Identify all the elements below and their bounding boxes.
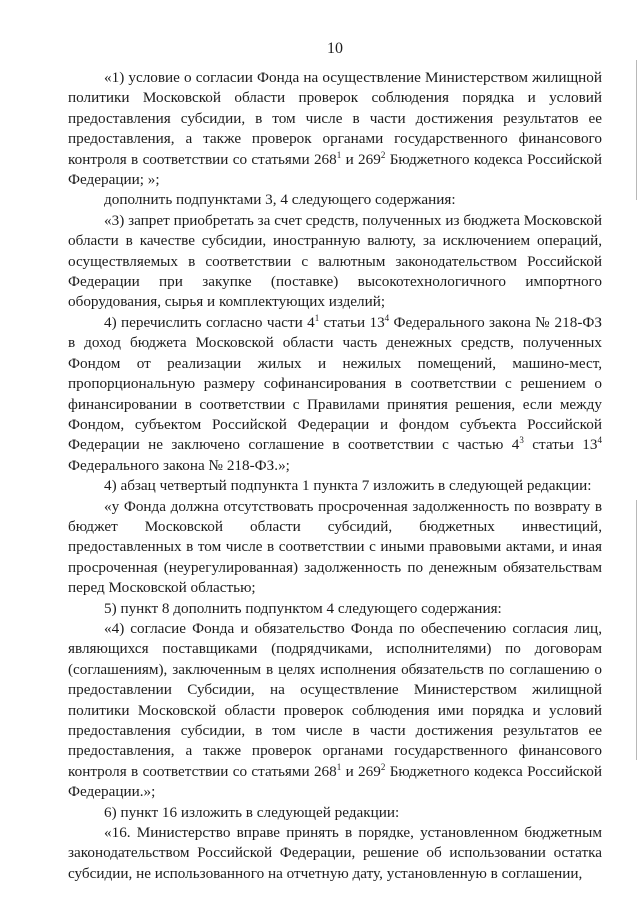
superscript: 4 <box>597 435 602 446</box>
text-run: 4) перечислить согласно части 4 <box>104 313 315 331</box>
superscript: 2 <box>380 149 386 160</box>
document-body <box>68 68 602 884</box>
text-run: 6) пункт 16 изложить в следующей редакции: <box>104 803 400 821</box>
text-run: 5) пункт 8 дополнить подпунктом 4 следующего содержания: <box>104 599 502 617</box>
paragraph <box>68 211 602 313</box>
paragraph <box>68 803 602 823</box>
superscript: 2 <box>380 761 386 772</box>
text-run: «3) запрет приобретать за счет средств, полученных из бюджета Московской области в качестве субсидии, иностранную валюту, за исключением операций, осуществляемых в соответствии с валютным законодательством Российской Федерации при закупке (поставке) высокотехнологичного импортного оборудования, сырья и комплектующих изделий; <box>68 211 602 311</box>
text-run: Бюджетного кодекса Российской Федерации.»; <box>68 762 602 801</box>
text-run: статьи 13 <box>523 436 598 454</box>
text-run: дополнить подпунктами 3, 4 следующего содержания: <box>104 191 456 209</box>
paragraph <box>68 68 602 190</box>
paragraph <box>68 313 602 476</box>
scan-edge-mark <box>636 60 637 200</box>
paragraph <box>68 599 602 619</box>
scan-edge-mark <box>636 500 637 760</box>
text-run: «1) условие о согласии Фонда на осуществление Министерством жилищной политики Московской области проверок соблюдения порядка и условий предоставления субсидии, в том числе в части достижения результатов ее предоставления, а также проверок органами государственного финансового контроля в соответствии со статьями 268 <box>68 69 602 168</box>
superscript: 1 <box>336 761 342 772</box>
superscript: 1 <box>314 312 320 323</box>
paragraph <box>68 823 602 884</box>
superscript: 4 <box>384 312 390 323</box>
text-run: «4) согласие Фонда и обязательство Фонда по обеспечению согласия лиц, являющихся поставщиками (подрядчиками, исполнителями) по договорам (соглашениям), заключенным в целях исполнения обязательств по соглашению о предоставлении Субсидии, на осуществление Министерством жилищной политики Московской области проверок соблюдения ими порядка и условий предоставления субсидии, в том числе в части достижения результатов ее предоставления, а также проверок органами государственного финансового контроля в соответствии со статьями 268 <box>68 619 602 780</box>
text-run: Бюджетного кодекса Российской Федерации; »; <box>68 150 602 189</box>
text-run: Федерального закона № 218-ФЗ в доход бюджета Московской области часть денежных средств, полученных Фондом от реализации жилых и нежилых помещений, машино-мест, пропорциональную размеру софинансирования в соответствии с решением о финансировании в соответствии с Правилами принятия решения, если между Фондом, субъектом Российской Федерации и фондом субъекта Российской Федерации не заключено соглашение в соответствии с частью 4 <box>68 313 602 454</box>
text-run: Федерального закона № 218-ФЗ.»; <box>68 456 290 474</box>
text-run: «16. Министерство вправе принять в порядке, установленном бюджетным законодательством Российской Федерации, решение об использовании остатка субсидии, не использованного на отчетную дату, установленную в соглашении, <box>68 824 602 882</box>
text-run: «у Фонда должна отсутствовать просроченная задолженность по возврату в бюджет Московской области субсидий, бюджетных инвестиций, предоставленных в том числе в соответствии с иными правовыми актами, и иная просроченная (неурегулированная) задолженность по денежным обязательствам перед Московской областью; <box>68 497 602 597</box>
text-run: статьи 13 <box>319 313 385 331</box>
text-run: и 269 <box>341 762 381 780</box>
text-run: 4) абзац четвертый подпункта 1 пункта 7 изложить в следующей редакции: <box>104 477 592 495</box>
superscript: 1 <box>336 149 342 160</box>
text-run: и 269 <box>341 150 381 168</box>
paragraph <box>68 497 602 599</box>
superscript: 3 <box>519 435 524 446</box>
page-number: 10 <box>327 40 343 57</box>
paragraph <box>68 619 602 803</box>
paragraph <box>68 190 602 210</box>
paragraph <box>68 476 602 496</box>
